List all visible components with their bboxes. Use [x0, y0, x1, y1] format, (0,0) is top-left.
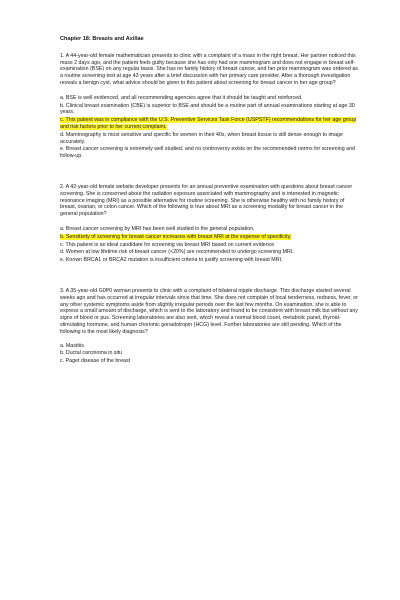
- question-1-option-d: d. Mammography is most sensitive and specific for women in their 40s, when breast tissue is still dense enough to image accurately.: [60, 131, 343, 145]
- question-2: [60, 184, 358, 264]
- question-1-option-c: [60, 117, 358, 131]
- question-3: [60, 288, 358, 365]
- question-3-option-b: b. Ductal carcinoma in situ: [60, 350, 123, 357]
- question-2-stem: 2. A 42-year-old female website developer presents for an annual preventive examination with questions about breast cancer screening. She is concerned about the radiation exposure associated with mammography and is interested in magnetic resonance imaging (MRI) as a possible alternative for routine screening. She is otherwise healthy with no family history of breast, ovarian, or colon cancer. Which of the following is true about MRI as a screening modality for breast cancer in the general population?: [60, 183, 353, 218]
- question-1-stem: 1. A 44-year-old female mathematician presents to clinic with a complaint of a mass in the right breast. Her partner noticed this mass 2 days ago, and the patient feels guilty because she has only had one mammogram and does not engage in breast self-examination (BSE) on any regular basis. She has no family history of breast cancer, and her prior mammogram was ordered as a routine screening test at age 43 years after a brief discussion with her primary care provider. After a thorough investigation reveals a benign cyst, what advice should be given to this patient about screening for breast cancer in her age group?: [60, 52, 358, 86]
- question-2-option-c: c. This patient is an ideal candidate for screening via breast MRI based on current evidence: [60, 241, 275, 248]
- question-1-option-e: e. Breast cancer screening is extremely well studied, and no controversy exists on the recommended norms for screening and follow-up.: [60, 146, 356, 160]
- question-3-options: [60, 343, 358, 365]
- question-2-options: [60, 226, 358, 264]
- question-3-stem: 3. A 35-year-old G0P0 woman presents to clinic with a complaint of bilateral nipple discharge. This discharge started several weeks ago and has occurred at irregular intervals since that time. She does not complain of local tenderness, redness, fever, or any other systemic symptoms aside from slightly irregular periods over the last few months. On examination, she is able to express a small amount of discharge, which is sent to the laboratory and found to be consistent with breast milk but without any signs of blood or pus. Screening laboratories are also sent, which reveal a normal blood count, metabolic panel, thyroid-stimulating hormone, and human chorionic gonadotropin (HCG) level. Further laboratories are still pending. Which of the following is the most likely diagnosis?: [60, 287, 358, 335]
- highlighted-answer: c. This patient was in compliance with the U.S. Preventive Services Task Force (USPSTF) recommendations for her age group and risk factors prior to her current complaint.: [60, 117, 357, 130]
- question-2-option-b: [60, 234, 358, 241]
- question-3-option-c: c. Paget disease of the breast: [60, 358, 131, 365]
- question-3-option-a: a. Mastitis: [60, 342, 84, 349]
- question-1-options: [60, 95, 358, 160]
- question-1-option-b: b. Clinical breast examination (CBE) is superior to BSE and should be a routine part of annual examinations starting at age 30 years.: [60, 102, 355, 116]
- chapter-title: Chapter 18: Breasts and Axillae: [60, 36, 144, 42]
- question-1-option-a: a. BSE is well evidenced, and all recommending agencies agree that it should be taught and reinforced.: [60, 94, 303, 101]
- question-2-option-d: d. Women at low lifetime risk of breast cancer (<20%) are recommended to undergo screening MRI.: [60, 249, 294, 256]
- question-2-option-e: e. Known BRCA1 or BRCA2 mutation is insufficient criteria to justify screening with breast MRI.: [60, 257, 283, 264]
- document-content: [60, 36, 358, 389]
- question-2-option-a: a. Breast cancer screening by MRI has been well studied in the general population.: [60, 225, 255, 232]
- highlighted-answer: b. Sensitivity of screening for breast cancer increases with breast MRI at the expense of specificity.: [60, 233, 292, 240]
- question-1: [60, 53, 358, 160]
